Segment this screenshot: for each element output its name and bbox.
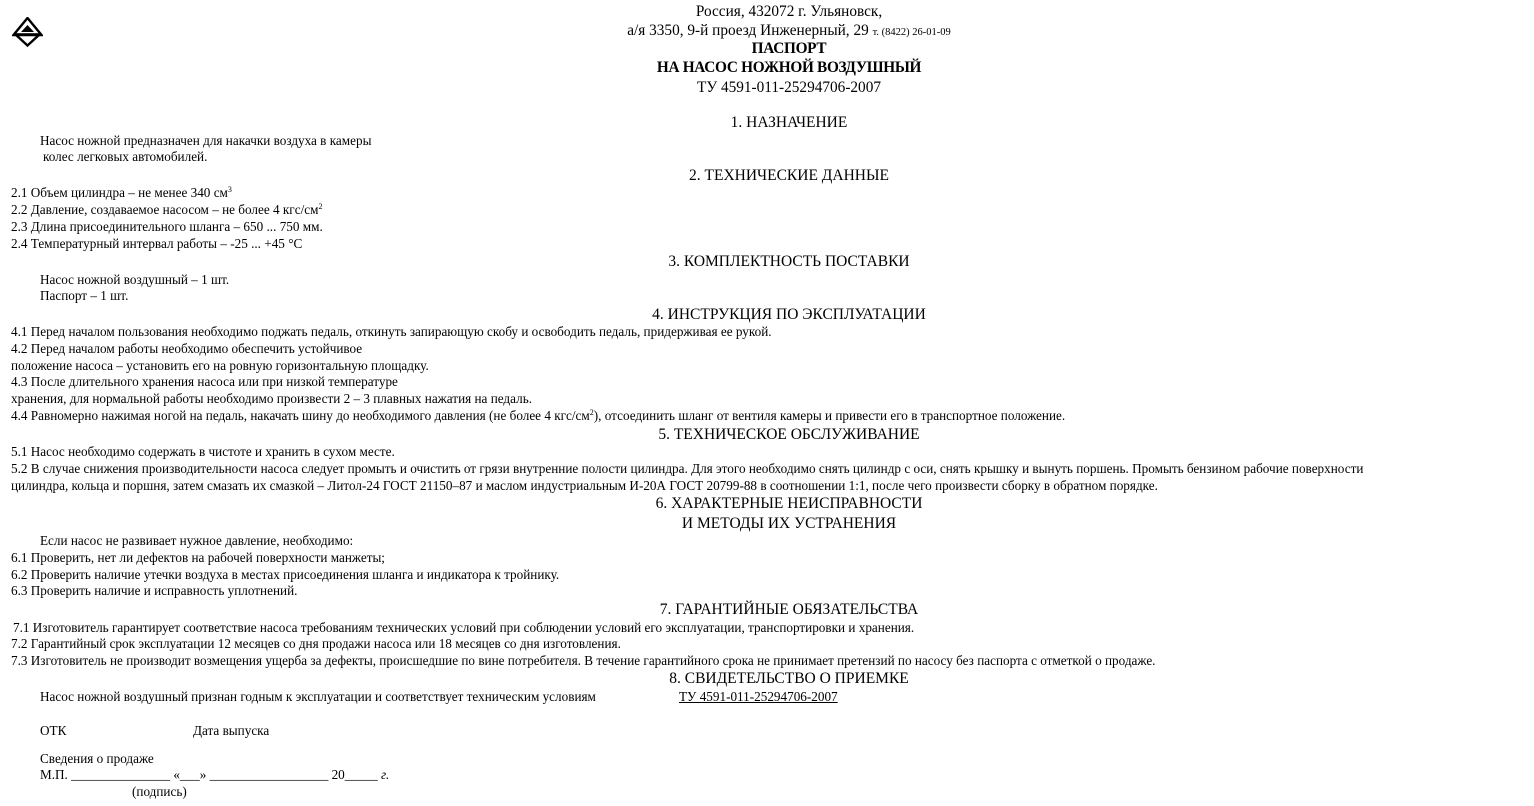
acceptance-spec: ТУ 4591-011-25294706-2007 [679, 689, 838, 704]
purpose-line-2: колес легковых автомобилей. [43, 149, 208, 164]
spec-item-text: 2.1 Объем цилиндра – не менее 340 см [11, 185, 228, 200]
instruction-text: ), отсоединить шланг от вентиля камеры и привести его в транспортное положение. [593, 408, 1066, 423]
instruction-4-2-cont: положение насоса – установить его на ровную горизонтальную площадку. [11, 358, 429, 373]
superscript: 2 [589, 408, 594, 417]
address-line-1: Россия, 432072 г. Ульяновск, [695, 3, 883, 20]
instruction-4-3-cont: хранения, для нормальной работы необходимо произвести 2 – 3 плавных нажатия на педаль. [11, 391, 533, 406]
section-3-title: 3. КОМПЛЕКТНОСТЬ ПОСТАВКИ [668, 253, 910, 270]
instruction-4-3: 4.3 После длительного хранения насоса или при низкой температуре [11, 374, 398, 389]
kit-item-pump: Насос ножной воздушный – 1 шт. [40, 272, 230, 287]
address-street: а/я 3350, 9-й проезд Инженерный, 29 [627, 22, 869, 39]
maintenance-5-2: 5.2 В случае снижения производительности насоса следует промыть и очистить от грязи внутренние полости цилиндра. Для этого необходимо снять цилиндр с оси, снять крышку и вынуть поршень. Промыть бензином рабочие поверхности [11, 461, 1364, 476]
phone-number: т. (8422) 26-01-09 [872, 27, 951, 38]
warranty-7-1: 7.1 Изготовитель гарантирует соответствие насоса требованиям технических условий при соблюдении условий его эксплуатации, транспортировки и хранения. [13, 620, 915, 635]
section-5-title: 5. ТЕХНИЧЕСКОЕ ОБСЛУЖИВАНИЕ [658, 426, 920, 443]
warranty-7-2: 7.2 Гарантийный срок эксплуатации 12 месяцев со дня продажи насоса или 18 месяцев со дня изготовления. [11, 636, 621, 651]
instruction-text: 4.4 Равномерно нажимая ногой на педаль, накачать шину до необходимого давления (не более 4 кгс/см [11, 408, 590, 423]
stamp-line-text: М.П. _______________ «___» __________________ 20_____ [40, 767, 378, 782]
acceptance-text: Насос ножной воздушный признан годным к эксплуатации и соответствует техническим условиям [40, 689, 596, 704]
instruction-4-1: 4.1 Перед началом пользования необходимо поджать педаль, откинуть запирающую скобу и освободить педаль, придерживая ее рукой. [11, 324, 772, 339]
product-title: НА НАСОС НОЖНОЙ ВОЗДУШНЫЙ [656, 59, 922, 76]
kit-item-passport: Паспорт – 1 шт. [40, 288, 129, 303]
signature-caption: (подпись) [132, 784, 187, 799]
troubleshooting-6-1: 6.1 Проверить, нет ли дефектов на рабочей поверхности манжеты; [11, 550, 385, 565]
maintenance-5-1: 5.1 Насос необходимо содержать в чистоте и хранить в сухом месте. [11, 444, 395, 459]
instruction-4-4 [11, 408, 1065, 424]
superscript: 2 [318, 202, 323, 211]
sale-info-label: Сведения о продаже [40, 751, 154, 766]
year-suffix: г. [381, 767, 390, 782]
instruction-4-2: 4.2 Перед началом работы необходимо обеспечить устойчивое [11, 341, 363, 356]
troubleshooting-6-3: 6.3 Проверить наличие и исправность уплотнений. [11, 583, 298, 598]
purpose-line-1: Насос ножной предназначен для накачки воздуха в камеры [40, 133, 372, 148]
troubleshooting-6-2: 6.2 Проверить наличие утечки воздуха в местах присоединения шланга и индикатора к тройнику. [11, 567, 560, 582]
spec-item-2-4: 2.4 Температурный интервал работы – -25 ... +45 °С [11, 236, 303, 251]
section-1-title: 1. НАЗНАЧЕНИЕ [730, 114, 848, 131]
maintenance-5-2-cont: цилиндра, кольца и поршня, затем смазать их смазкой – Литол-24 ГОСТ 21150–87 и маслом индустриальным И-20А ГОСТ 20799-88 в соотношении 1:1, после чего произвести сборку в обратном порядке. [11, 478, 1158, 493]
section-6-title: 6. ХАРАКТЕРНЫЕ НЕИСПРАВНОСТИ [655, 495, 923, 512]
spec-number: ТУ 4591-011-25294706-2007 [696, 79, 882, 96]
spec-item-2-1 [11, 185, 232, 201]
superscript: 3 [227, 185, 232, 194]
section-2-title: 2. ТЕХНИЧЕСКИЕ ДАННЫЕ [689, 167, 889, 184]
section-7-title: 7. ГАРАНТИЙНЫЕ ОБЯЗАТЕЛЬСТВА [659, 601, 919, 618]
document-title: ПАСПОРТ [751, 40, 827, 57]
spec-item-2-3: 2.3 Длина присоединительного шланга – 650 ... 750 мм. [11, 219, 323, 234]
spec-item-2-2 [11, 202, 322, 218]
section-8-title: 8. СВИДЕТЕЛЬСТВО О ПРИЕМКЕ [669, 670, 909, 687]
section-6-subtitle: И МЕТОДЫ ИХ УСТРАНЕНИЯ [681, 515, 897, 532]
warranty-7-3: 7.3 Изготовитель не производит возмещения ущерба за дефекты, происшедшие по вине потребителя. В течение гарантийного срока не принимает претензий по насосу без паспорта с отметкой о продаже. [11, 653, 1156, 668]
otk-label: ОТК [40, 723, 67, 738]
stamp-signature-line [40, 767, 389, 783]
section-4-title: 4. ИНСТРУКЦИЯ ПО ЭКСПЛУАТАЦИИ [652, 306, 926, 323]
spec-item-text: 2.2 Давление, создаваемое насосом – не более 4 кгс/см [11, 202, 319, 217]
troubleshooting-intro: Если насос не развивает нужное давление, необходимо: [40, 533, 354, 548]
release-date-label: Дата выпуска [193, 723, 270, 738]
